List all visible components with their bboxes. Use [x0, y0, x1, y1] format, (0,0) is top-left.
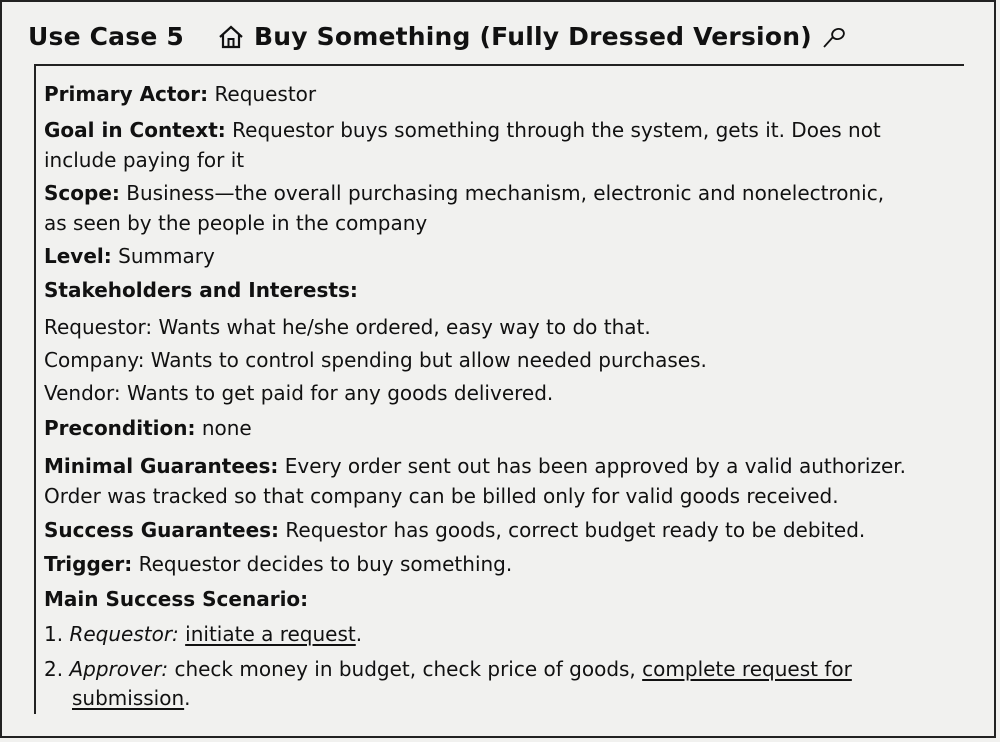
scope-row-continued — [44, 208, 427, 238]
stakeholders-heading — [44, 275, 358, 305]
success-guarantees-value: Requestor has goods, correct budget ready to be debited. — [285, 518, 866, 542]
step-link-continued[interactable]: submission — [72, 686, 185, 710]
minimal-guarantees-label: Minimal Guarantees: — [44, 454, 279, 478]
precondition-value: none — [201, 416, 252, 440]
primary-actor-row — [44, 79, 316, 109]
level-row — [44, 241, 215, 271]
minimal-guarantees-line2: Order was tracked so that company can be billed only for valid goods received. — [44, 484, 839, 508]
stakeholder-item: Vendor: Wants to get paid for any goods delivered. — [44, 381, 554, 405]
scenario-heading — [44, 584, 308, 614]
precondition-label: Precondition: — [44, 416, 196, 440]
home-icon — [218, 24, 244, 50]
scope-value-line1: Business—the overall purchasing mechanism, electronic and nonelectronic, — [126, 181, 885, 205]
trigger-value: Requestor decides to buy something. — [138, 552, 513, 576]
goal-row-continued — [44, 145, 244, 175]
step-number: 2. — [44, 657, 64, 681]
scenario-label: Main Success Scenario: — [44, 587, 309, 611]
scenario-step — [44, 619, 362, 649]
trigger-row — [44, 549, 512, 579]
use-case-heading — [28, 22, 844, 51]
level-value: Summary — [118, 244, 215, 268]
level-label: Level: — [44, 244, 112, 268]
trigger-label: Trigger: — [44, 552, 133, 576]
stakeholders-label: Stakeholders and Interests: — [44, 278, 358, 302]
step-end: . — [184, 686, 191, 710]
pin-icon — [822, 26, 844, 48]
scenario-step-continued — [72, 683, 191, 713]
minimal-guarantees-row — [44, 451, 906, 481]
scope-row — [44, 178, 884, 208]
scenario-step — [44, 654, 852, 684]
goal-value-line1: Requestor buys something through the system, gets it. Does not — [232, 118, 881, 142]
step-actor: Approver: — [69, 657, 169, 681]
stakeholder-item: Company: Wants to control spending but allow needed purchases. — [44, 348, 707, 372]
step-end: . — [355, 622, 363, 646]
goal-label: Goal in Context: — [44, 118, 226, 142]
minimal-guarantees-row-continued — [44, 481, 839, 511]
step-link[interactable]: initiate a request — [185, 622, 356, 646]
precondition-row — [44, 413, 252, 443]
use-case-title: Buy Something (Fully Dressed Version) — [254, 22, 812, 51]
goal-row — [44, 115, 881, 145]
scope-label: Scope: — [44, 181, 120, 205]
success-guarantees-label: Success Guarantees: — [44, 518, 280, 542]
success-guarantees-row — [44, 515, 865, 545]
step-link[interactable]: complete request for — [642, 657, 852, 681]
stakeholder-item: Requestor: Wants what he/she ordered, easy way to do that. — [44, 315, 651, 339]
goal-value-line2: include paying for it — [44, 148, 245, 172]
use-case-number: Use Case 5 — [28, 22, 184, 51]
step-actor: Requestor: — [69, 622, 179, 646]
minimal-guarantees-line1: Every order sent out has been approved by a valid authorizer. — [284, 454, 906, 478]
primary-actor-label: Primary Actor: — [44, 82, 209, 106]
step-number: 1. — [44, 622, 64, 646]
step-text: check money in budget, check price of goods, — [174, 657, 636, 681]
scope-value-line2: as seen by the people in the company — [44, 211, 428, 235]
primary-actor-value: Requestor — [214, 82, 317, 106]
